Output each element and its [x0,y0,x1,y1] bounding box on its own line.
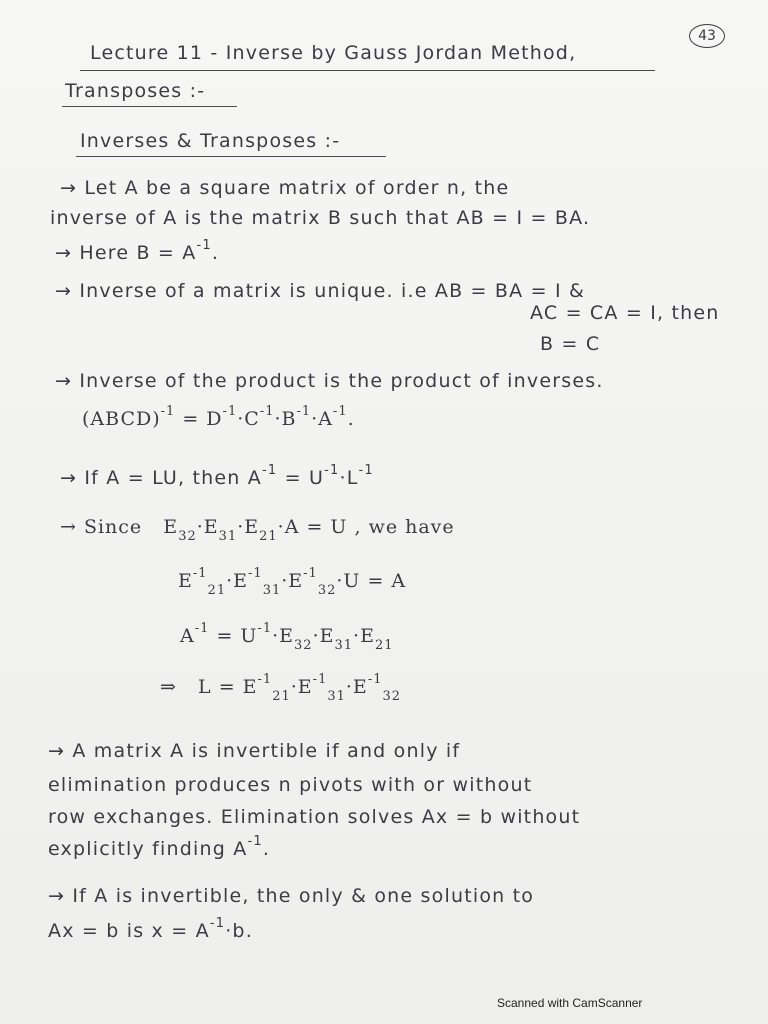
we-have-text: , we have [354,516,455,538]
since-text: → Since [60,516,143,538]
subtitle-underline [62,106,237,107]
inverse-elimination-eq-1: $E^{-1}_{21}\cdot E^{-1}_{31}\cdot E^{-1}_{32}\cdot U = A$ [178,566,407,598]
unique-solution-line-1: → If A is invertible, the only & one solution to [48,885,535,907]
scanner-watermark: Scanned with CamScanner [497,996,643,1010]
lu-inverse-text: → If A = LU, then [60,467,241,489]
inverse-elimination-eq-2: $A^{-1} = U^{-1}\cdot E_{32}\cdot E_{31}\cdot E_{21}$ [180,621,394,653]
subtitle: Transposes :- [65,80,206,102]
section-underline [76,156,386,157]
lecture-title: Lecture 11 - Inverse by Gauss Jordan Method, [90,42,577,64]
product-rule-line-1: → Inverse of the product is the product of inverses. [55,370,604,392]
page-number: 43 [689,24,725,48]
inverse-notation: → Here $B = A^{-1}$. [55,238,220,264]
invertibility-line-3: row exchanges. Elimination solves Ax = b without [48,806,581,828]
product-rule-lhs: (ABCD) [82,408,161,430]
explicitly-finding-text: explicitly finding A [48,838,248,860]
section-heading: Inverses & Transposes :- [80,130,341,152]
lu-inverse-line: → If A = LU, then $A^{-1} = U^{-1}\cdot L^{-1}$ [60,463,374,489]
product-rule-formula: (ABCD)$^{-1}$ = $D^{-1}\cdot C^{-1}\cdot B^{-1}\cdot A^{-1}$. [82,404,355,430]
paragraph-definition-line-2: inverse of A is the matrix B such that AB = I = BA. [50,207,591,229]
invertibility-line-4: explicitly finding $A^{-1}$. [48,834,271,860]
title-underline [80,70,655,71]
invertibility-line-2: elimination produces n pivots with or without [48,774,533,796]
l-factor-eq: ⇒ $L = E^{-1}_{21}\cdot E^{-1}_{31}\cdot E^{-1}_{32}$ [160,672,402,704]
invertibility-line-1: → A matrix A is invertible if and only if [48,740,461,762]
inverse-notation-text: → Here B = A [55,242,197,264]
paragraph-definition-line-1: → Let A be a square matrix of order n, the [60,177,510,199]
uniqueness-line-1: → Inverse of a matrix is unique. i.e AB = BA = I & [55,280,586,302]
unique-solution-line-2: Ax = b is $x = A^{-1}\cdot b$. [48,916,253,942]
elimination-product-line: → Since $E_{32}\cdot E_{31}\cdot E_{21}\cdot A = U$ , we have [60,516,455,544]
unique-solution-text: Ax = b is x = A [48,920,210,942]
uniqueness-line-3: B = C [540,333,601,355]
uniqueness-line-2: AC = CA = I, then [530,302,720,324]
